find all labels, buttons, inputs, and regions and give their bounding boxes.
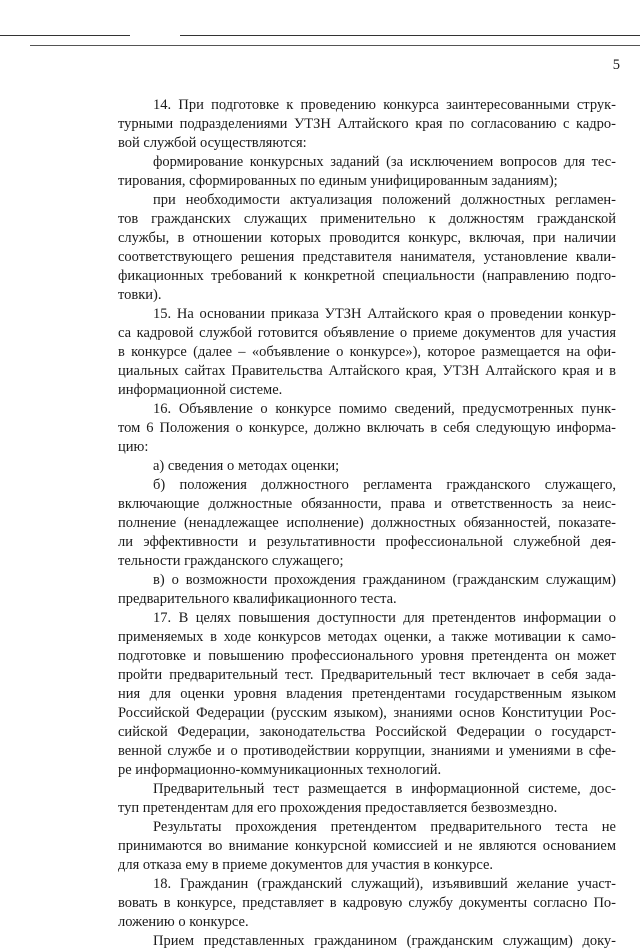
- text-line: при необходимости актуализация положений должностных регламен-: [153, 192, 616, 208]
- text-line: 14. При подготовке к проведению конкурса заинтересованными струк-: [153, 97, 616, 113]
- text-line: 17. В целях повышения доступности для претендентов информации о: [153, 610, 616, 626]
- text-line: в) о возможности прохождения гражданином (гражданским служащим): [153, 572, 616, 588]
- text-line: тов гражданских служащих применительно к должностям гражданской: [118, 211, 616, 227]
- text-line: тирования, сформированных по единым унифицированным заданиям);: [118, 173, 558, 189]
- text-line: формирование конкурсных заданий (за исключением вопросов для тес-: [153, 154, 616, 170]
- text-line: службы, в отношении которых проводится конкурс, включая, при наличии: [118, 230, 616, 246]
- text-line: Результаты прохождения претендентом предварительного теста не: [153, 819, 616, 835]
- text-line: б) положения должностного регламента гражданского служащего,: [153, 477, 616, 493]
- text-line: полнение (ненадлежащее исполнение) должностных обязанностей, показате-: [118, 515, 616, 531]
- text-line: том 6 Положения о конкурсе, должно включать в себя следующую информа-: [118, 420, 616, 436]
- text-line: ложению о конкурсе.: [118, 914, 249, 930]
- text-line: цию:: [118, 439, 149, 455]
- text-line: фикационных требований к конкретной специальности (направлению подго-: [118, 268, 616, 284]
- text-line: информационной системе.: [118, 382, 283, 398]
- scan-top-rule-lower: [30, 45, 640, 46]
- text-line: 18. Гражданин (гражданский служащий), изъявивший желание участ-: [153, 876, 616, 892]
- text-line: ре информационно-коммуникационных технологий.: [118, 762, 442, 778]
- scan-top-rule-left: [0, 35, 130, 36]
- text-line: Российской Федерации (русским языком), знаниями основ Конституции Рос-: [118, 705, 616, 721]
- text-line: турными подразделениями УТЗН Алтайского края по согласованию с кадро-: [118, 116, 616, 132]
- text-line: вовать в конкурсе, представляет в кадровую службу документы согласно По-: [118, 895, 616, 911]
- scan-top-rule-right: [180, 35, 640, 36]
- text-line: 15. На основании приказа УТЗН Алтайского края о проведении конкур-: [153, 306, 616, 322]
- text-line: применяемых в ходе конкурсов методах оценки, а также мотивации к само-: [118, 629, 616, 645]
- text-line: пройти предварительный тест. Предварительный тест включает в себя зада-: [118, 667, 616, 683]
- text-line: предварительного квалификационного теста.: [118, 591, 397, 607]
- page-number: 5: [612, 57, 620, 73]
- text-line: вой службой осуществляются:: [118, 135, 307, 151]
- text-line: туп претендентам для его прохождения предоставляется безвозмездно.: [118, 800, 558, 816]
- text-line: 16. Объявление о конкурсе помимо сведений, предусмотренных пунк-: [153, 401, 616, 417]
- text-line: ния для оценки уровня владения претендентами государственным языком: [118, 686, 616, 702]
- text-line: включающие должностные обязанности, права и ответственность за неис-: [118, 496, 616, 512]
- text-line: венной службе и о противодействии коррупции, знаниями и умениями в сфе-: [118, 743, 616, 759]
- text-line: принимаются во внимание конкурсной комиссией и не являются основанием: [118, 838, 616, 854]
- text-line: ли эффективности и результативности профессиональной служебной дея-: [118, 534, 616, 550]
- text-line: подготовке и повышению профессионального уровня претендента он может: [118, 648, 616, 664]
- text-line: циальных сайтах Правительства Алтайского края, УТЗН Алтайского края и в: [118, 363, 616, 379]
- text-line: тельности гражданского служащего;: [118, 553, 344, 569]
- text-line: Прием представленных гражданином (гражданским служащим) доку-: [153, 933, 616, 949]
- text-line: товки).: [118, 287, 162, 303]
- text-line: а) сведения о методах оценки;: [153, 458, 340, 474]
- text-line: для отказа ему в приеме документов для участия в конкурсе.: [118, 857, 494, 873]
- text-line: в конкурсе (далее – «объявление о конкурсе»), которое размещается на офи-: [118, 344, 616, 360]
- text-line: соответствующего решения представителя нанимателя, установление квали-: [118, 249, 616, 265]
- text-line: са кадровой службой готовится объявление о приеме документов для участия: [118, 325, 616, 341]
- text-line: сийской Федерации, законодательства Российской Федерации о государст-: [118, 724, 616, 740]
- text-line: Предварительный тест размещается в информационной системе, дос-: [153, 781, 616, 797]
